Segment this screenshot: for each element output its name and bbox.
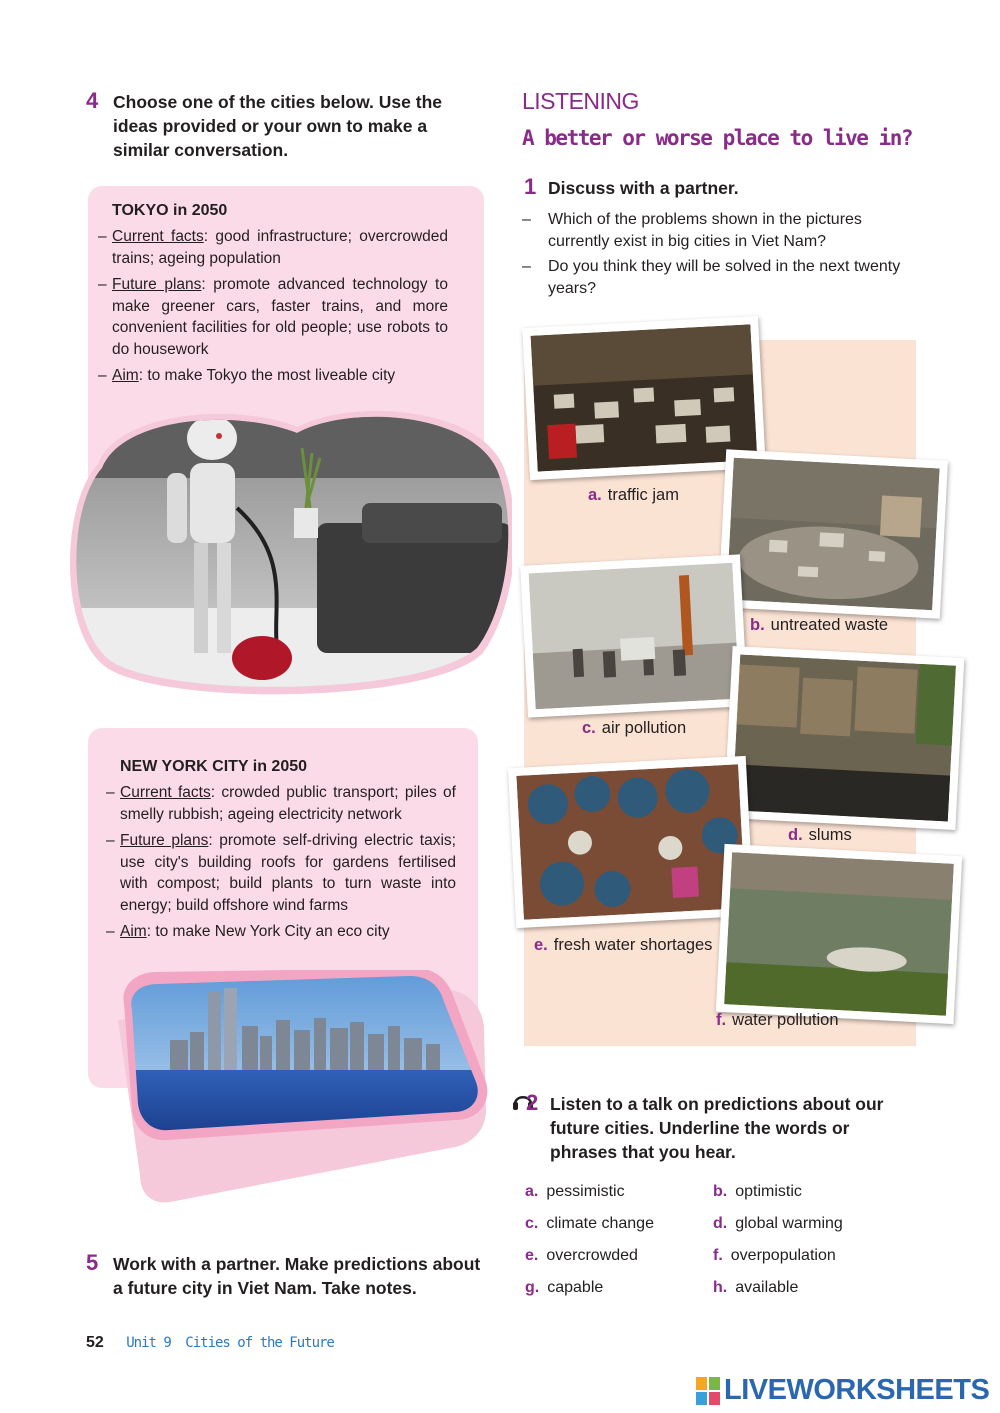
option-a: a. pessimistic: [525, 1183, 625, 1200]
tokyo-current: – Current facts: good infrastructure; overcrowded trains; ageing population: [98, 228, 448, 267]
unit-number: Unit 9: [126, 1335, 171, 1351]
task4-instruction: Choose one of the cities below. Use the ideas provided or your own to make a similar conversation.: [113, 92, 442, 160]
caption-b: b. untreated waste: [750, 616, 889, 634]
robot-housework-image: [62, 408, 512, 698]
photo-untreated-waste: [718, 449, 948, 618]
task1-number: 1: [524, 174, 537, 199]
task4-number: 4: [86, 88, 99, 113]
page-footer: [86, 1334, 334, 1352]
page-number: 52: [86, 1334, 104, 1351]
caption-a: a. traffic jam: [588, 486, 679, 504]
tokyo-title: TOKYO in 2050: [112, 202, 228, 219]
nyc-notes: [106, 758, 456, 948]
liveworksheets-logo-icon: [696, 1377, 720, 1405]
task4: [86, 90, 466, 162]
nyc-skyline-image: [110, 970, 490, 1205]
option-b: b. optimistic: [713, 1183, 802, 1200]
photo-air-pollution: [520, 554, 748, 717]
nyc-current: – Current facts: crowded public transport; piles of smelly rubbish; ageing electricity network: [106, 784, 456, 823]
task2-number: 2: [526, 1090, 539, 1115]
task1: [522, 176, 902, 299]
listening-subtitle: A better or worse place to live in?: [522, 126, 913, 150]
tokyo-notes: [98, 202, 448, 392]
option-g: g. capable: [525, 1279, 604, 1296]
tokyo-aim: – Aim: to make Tokyo the most liveable city: [98, 367, 396, 384]
option-c: c. climate change: [525, 1215, 654, 1232]
listening-section-title: LISTENING: [522, 88, 639, 114]
liveworksheets-logo: [696, 1374, 989, 1407]
task5-instruction: Work with a partner. Make predictions about a future city in Viet Nam. Take notes.: [113, 1254, 481, 1298]
caption-d: d. slums: [788, 826, 852, 844]
option-f: f. overpopulation: [713, 1247, 836, 1264]
task2: [512, 1092, 902, 1164]
task1-question-1: – Which of the problems shown in the pictures currently exist in big cities in Viet Nam?: [522, 211, 862, 250]
photo-water-shortages: [508, 756, 754, 928]
caption-e: e. fresh water shortages: [534, 936, 713, 954]
liveworksheets-brand: LIVEWORKSHEETS: [724, 1374, 990, 1406]
task1-instruction: Discuss with a partner.: [548, 178, 739, 198]
caption-c: c. air pollution: [582, 719, 687, 737]
option-h: h. available: [713, 1279, 799, 1296]
task2-instruction: Listen to a talk on predictions about our future cities. Underline the words or phrases that you hear.: [550, 1094, 884, 1162]
nyc-future: – Future plans: promote self-driving electric taxis; use city's building roofs for gardens fertilised with compost; build plants to turn waste into energy; build offshore wind farms: [106, 832, 456, 914]
nyc-aim: – Aim: to make New York City an eco city: [106, 923, 390, 940]
task5: [86, 1252, 486, 1300]
nyc-title: NEW YORK CITY in 2050: [120, 758, 308, 775]
caption-f: f. water pollution: [716, 1011, 839, 1029]
option-d: d. global warming: [713, 1215, 843, 1232]
photo-water-pollution: [716, 844, 962, 1024]
photo-slums: [724, 646, 965, 830]
task5-number: 5: [86, 1250, 99, 1275]
unit-title: Cities of the Future: [185, 1335, 334, 1351]
option-e: e. overcrowded: [525, 1247, 638, 1264]
tokyo-future: – Future plans: promote advanced technology to make greener cars, faster trains, and more convenient facilities for old people; use robots to do housework: [98, 276, 448, 358]
task1-question-2: – Do you think they will be solved in the next twenty years?: [522, 258, 901, 297]
